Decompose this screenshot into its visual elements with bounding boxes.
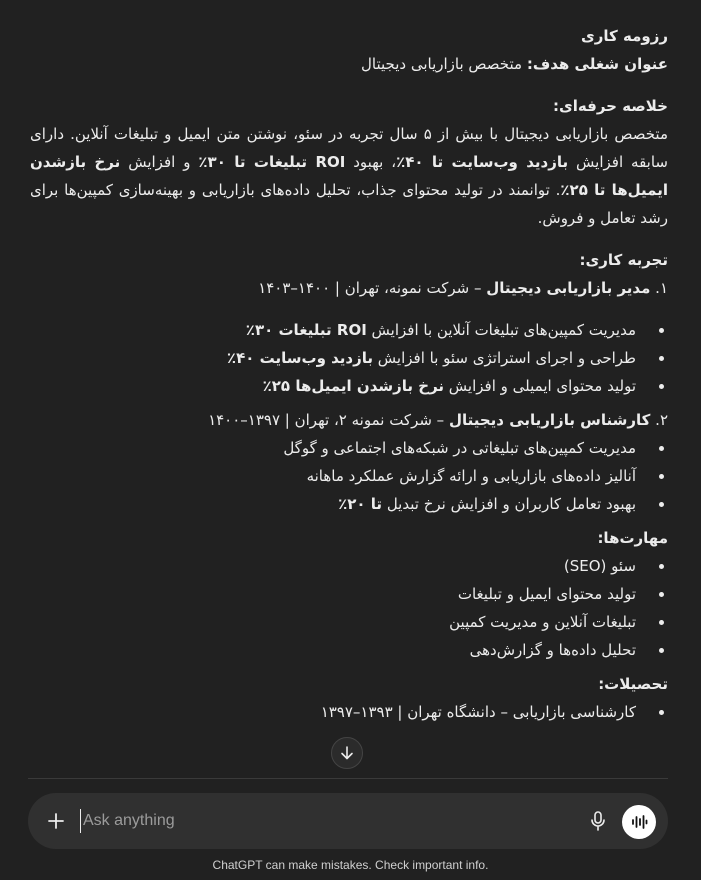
summary-bold: بازدید وب‌سایت تا ۴۰٪ bbox=[396, 153, 569, 171]
list-item: بهبود تعامل کاربران و افزایش نرخ تبدیل تا ۲۰٪ bbox=[30, 490, 668, 518]
list-item: آنالیز داده‌های بازاریابی و ارائه گزارش عملکرد ماهانه bbox=[30, 462, 668, 490]
skills-list bbox=[30, 552, 668, 664]
job-1-number: ۱. bbox=[650, 279, 668, 297]
list-item: مدیریت کمپین‌های تبلیغاتی در شبکه‌های اجتماعی و گوگل bbox=[30, 434, 668, 462]
summary-text: ، بهبود bbox=[345, 153, 397, 171]
scroll-to-bottom-button[interactable] bbox=[331, 737, 363, 769]
composer bbox=[28, 793, 668, 849]
list-item: مدیریت کمپین‌های تبلیغات آنلاین با افزایش ROI تبلیغات ۳۰٪ bbox=[30, 316, 668, 344]
summary-text: . توانمند در تولید محتوای جذاب، تحلیل داده‌های بازاریابی و بهینه‌سازی کمپین‌ها برای رشد تعامل و فروش. bbox=[30, 181, 668, 227]
job-2-list bbox=[30, 434, 668, 518]
job-title-line bbox=[30, 50, 668, 78]
resume-heading: رزومه کاری bbox=[581, 27, 668, 45]
job-2-number: ۲. bbox=[650, 411, 668, 429]
list-item: سئو (SEO) bbox=[30, 552, 668, 580]
experience-heading: تجربه کاری: bbox=[579, 251, 668, 269]
list-item: تولید محتوای ایمیل و تبلیغات bbox=[30, 580, 668, 608]
skills-heading: مهارت‌ها: bbox=[597, 529, 668, 547]
voice-mode-icon bbox=[630, 813, 648, 831]
prompt-input[interactable] bbox=[80, 809, 523, 833]
list-item: تولید محتوای ایمیلی و افزایش نرخ بازشدن ایمیل‌ها ۲۵٪ bbox=[30, 372, 668, 400]
list-item: کارشناسی بازاریابی – دانشگاه تهران | ۱۳۹۳–۱۳۹۷ bbox=[30, 698, 668, 726]
summary-text: و افزایش bbox=[120, 153, 199, 171]
summary-paragraph bbox=[30, 120, 668, 232]
job-title-label: عنوان شغلی هدف: bbox=[526, 55, 668, 73]
job-2-header bbox=[30, 406, 668, 434]
education-heading: تحصیلات: bbox=[598, 675, 668, 693]
list-item: تبلیغات آنلاین و مدیریت کمپین bbox=[30, 608, 668, 636]
chat-message bbox=[30, 22, 668, 726]
education-list bbox=[30, 698, 668, 726]
job-2-title: کارشناس بازاریابی دیجیتال bbox=[448, 411, 651, 429]
plus-icon[interactable] bbox=[44, 809, 68, 833]
voice-mode-button[interactable] bbox=[622, 805, 656, 839]
job-title-value: متخصص بازاریابی دیجیتال bbox=[361, 55, 527, 73]
disclaimer-text: ChatGPT can make mistakes. Check important info. bbox=[212, 858, 489, 872]
summary-heading: خلاصه حرفه‌ای: bbox=[553, 97, 668, 115]
summary-bold: نرخ بازشدن ایمیل‌ها تا ۲۵٪ bbox=[30, 153, 668, 199]
list-item: تحلیل داده‌ها و گزارش‌دهی bbox=[30, 636, 668, 664]
job-1-title: مدیر بازاریابی دیجیتال bbox=[486, 279, 651, 297]
job-1-header bbox=[30, 274, 668, 302]
job-1-details: – شرکت نمونه، تهران | ۱۴۰۰–۱۴۰۳ bbox=[258, 279, 487, 297]
arrow-down-icon bbox=[339, 745, 355, 761]
summary-text: متخصص بازاریابی دیجیتال با بیش از ۵ سال تجربه در سئو، نوشتن متن ایمیل و تبلیغات آنلاین. دارای سابقه افزایش bbox=[30, 125, 668, 171]
microphone-icon[interactable] bbox=[586, 809, 610, 833]
list-item: طراحی و اجرای استراتژی سئو با افزایش بازدید وب‌سایت ۴۰٪ bbox=[30, 344, 668, 372]
job-2-details: – شرکت نمونه ۲، تهران | ۱۳۹۷–۱۴۰۰ bbox=[208, 411, 449, 429]
divider bbox=[28, 778, 668, 779]
summary-bold: ROI تبلیغات تا ۳۰٪ bbox=[198, 153, 346, 171]
job-1-list bbox=[30, 316, 668, 400]
